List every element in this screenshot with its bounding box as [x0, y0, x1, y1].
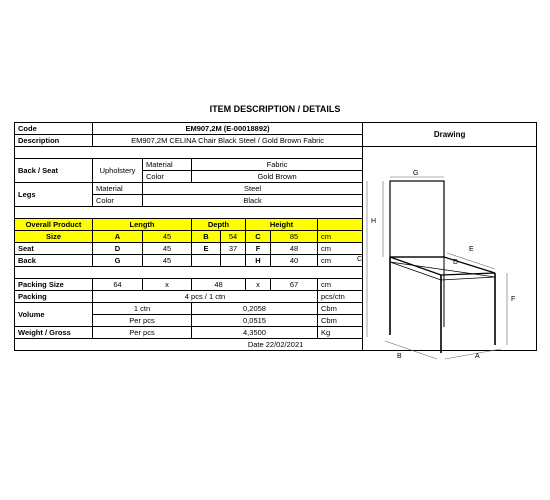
- volume-label: Volume: [15, 303, 93, 327]
- seat-unit: cm: [318, 243, 363, 255]
- dim-value-e: 37: [221, 243, 246, 255]
- drawing-letter-a: A: [475, 353, 480, 360]
- description-label: Description: [15, 135, 93, 147]
- depth-label: Depth: [192, 219, 246, 231]
- code-label: Code: [15, 123, 93, 135]
- drawing-letter-b: B: [397, 353, 402, 360]
- dim-value-g: 45: [143, 255, 192, 267]
- dim-value-b: 54: [221, 231, 246, 243]
- volume-pcs-label: Per pcs: [93, 315, 192, 327]
- packing-size-x2: x: [246, 279, 271, 291]
- drawing-letter-e: E: [469, 246, 474, 253]
- weight-pcs-label: Per pcs: [93, 327, 192, 339]
- dim-empty-2: [221, 255, 246, 267]
- chair-drawing: [355, 165, 535, 365]
- back-color-value: Gold Brown: [192, 171, 363, 183]
- volume-pcs-value: 0,0515: [192, 315, 318, 327]
- volume-pcs-unit: Cbm: [318, 315, 363, 327]
- packing-value: 4 pcs / 1 ctn: [93, 291, 318, 303]
- back-label: Back: [15, 255, 93, 267]
- dim-line-b: [385, 341, 437, 359]
- size-label: Size: [15, 231, 93, 243]
- dim-line-a: [445, 349, 501, 359]
- packing-size-height: 67: [271, 279, 318, 291]
- weight-label: Weight / Gross: [15, 327, 93, 339]
- dim-letter-f: F: [246, 243, 271, 255]
- spacer: [15, 207, 363, 219]
- dim-empty-1: [192, 255, 221, 267]
- dim-letter-b: B: [192, 231, 221, 243]
- drawing-letter-h: H: [371, 218, 377, 225]
- dim-value-c: 85: [271, 231, 318, 243]
- weight-pcs-value: 4,3500: [192, 327, 318, 339]
- back-material-value: Fabric: [192, 159, 363, 171]
- chair-backrest: [390, 181, 444, 257]
- dim-unit: cm: [318, 231, 363, 243]
- back-material-label: Material: [143, 159, 192, 171]
- packing-size-x1: x: [143, 279, 192, 291]
- legs-material-label: Material: [93, 183, 143, 195]
- legs-color-label: Color: [93, 195, 143, 207]
- back-seat-label: Back / Seat: [15, 159, 93, 183]
- volume-ctn-unit: Cbm: [318, 303, 363, 315]
- legs-color-value: Black: [143, 195, 363, 207]
- drawing-letter-g: G: [413, 170, 419, 177]
- dim-letter-e: E: [192, 243, 221, 255]
- upholstery-label: Upholstery: [93, 159, 143, 183]
- dim-letter-g: G: [93, 255, 143, 267]
- length-label: Length: [93, 219, 192, 231]
- spacer: [15, 267, 363, 279]
- volume-ctn-label: 1 ctn: [93, 303, 192, 315]
- back-unit: cm: [318, 255, 363, 267]
- code-value: EM907,2M (E-00018892): [93, 123, 363, 135]
- date-row: Date 22/02/2021: [15, 339, 537, 351]
- volume-ctn-value: 0,2058: [192, 303, 318, 315]
- description-value: EM907,2M CELINA Chair Black Steel / Gold Brown Fabric: [93, 135, 363, 147]
- dim-letter-c: C: [246, 231, 271, 243]
- weight-pcs-unit: Kg: [318, 327, 363, 339]
- dim-value-h: 40: [271, 255, 318, 267]
- packing-size-width: 48: [192, 279, 246, 291]
- drawing-letter-d: D: [453, 259, 459, 266]
- dim-value-f: 48: [271, 243, 318, 255]
- dim-value-a: 45: [143, 231, 192, 243]
- sheet-title: ITEM DESCRIPTION / DETAILS: [209, 104, 341, 114]
- legs-label: Legs: [15, 183, 93, 207]
- legs-material-value: Steel: [143, 183, 363, 195]
- drawing-letter-f: F: [511, 296, 516, 303]
- dim-letter-a: A: [93, 231, 143, 243]
- overall-product-label: Overall Product: [15, 219, 93, 231]
- dim-value-d: 45: [143, 243, 192, 255]
- packing-size-label: Packing Size: [15, 279, 93, 291]
- back-color-label: Color: [143, 171, 192, 183]
- dim-letter-h: H: [246, 255, 271, 267]
- spacer: [15, 147, 363, 159]
- packing-unit: pcs/ctn: [318, 291, 363, 303]
- packing-size-unit: cm: [318, 279, 363, 291]
- drawing-label: Drawing: [363, 123, 537, 147]
- dim-letter-d: D: [93, 243, 143, 255]
- packing-label: Packing: [15, 291, 93, 303]
- seat-label: Seat: [15, 243, 93, 255]
- height-label: Height: [246, 219, 318, 231]
- drawing-letter-c: C: [357, 256, 363, 263]
- chair-seat-edge: [390, 262, 495, 280]
- chair-seat: [390, 257, 495, 275]
- packing-size-length: 64: [93, 279, 143, 291]
